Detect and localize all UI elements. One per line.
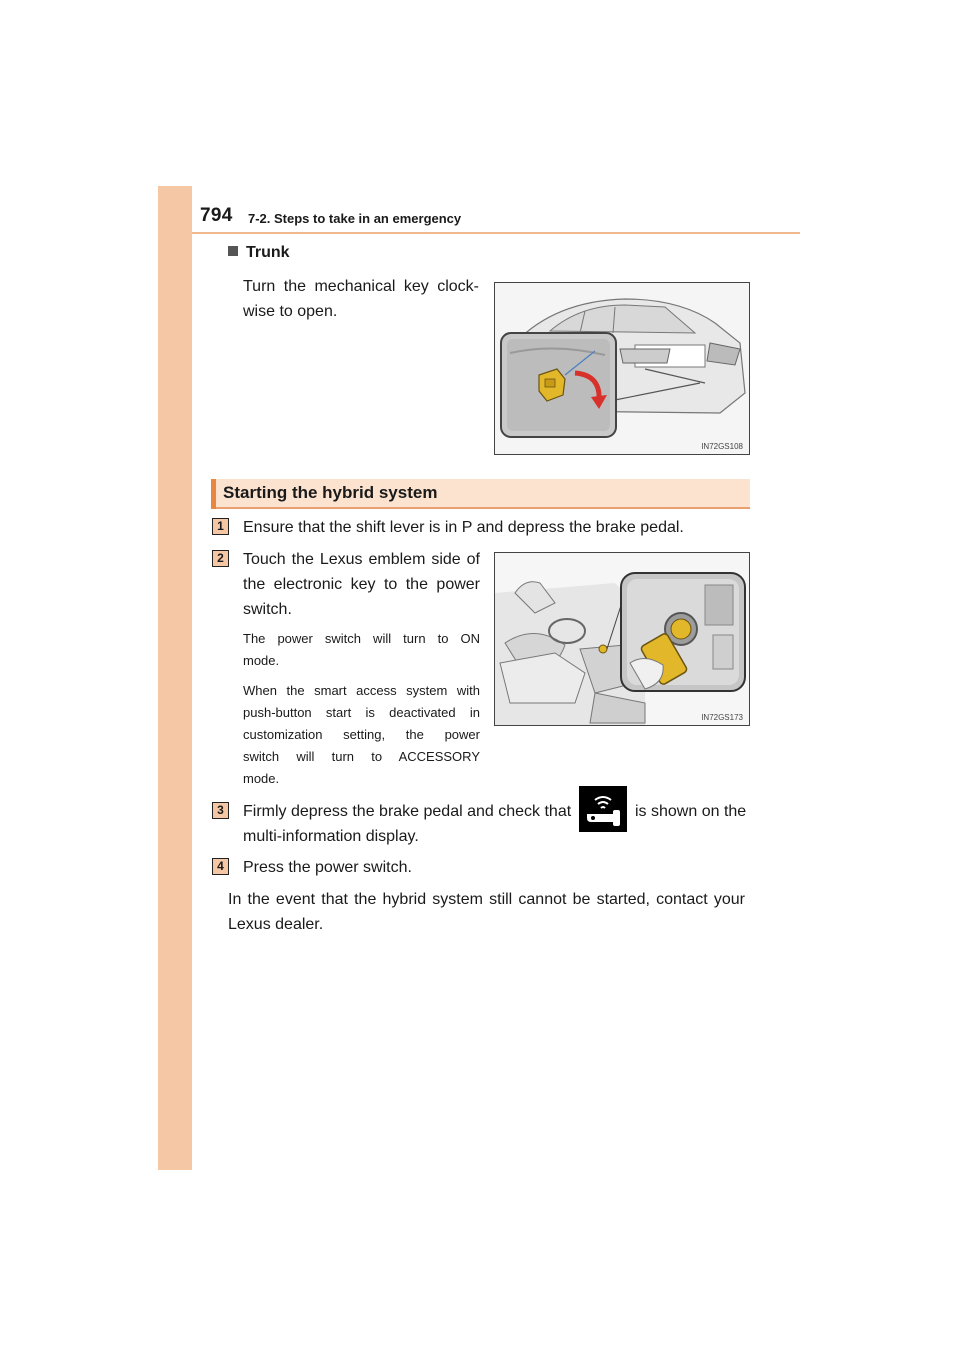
step-3-text-after: is shown on the xyxy=(635,803,747,820)
page-number: 794 xyxy=(200,205,233,226)
side-tab-band xyxy=(158,186,192,1170)
section-title: 7-2. Steps to take in an emergency xyxy=(248,211,462,226)
step-2-note-2: When the smart access system with push-button start is deactivated in customization setting, the power switch will turn to ACCESSORY mode. xyxy=(243,683,480,786)
step-number-2: 2 xyxy=(212,550,229,567)
step-number-1: 1 xyxy=(212,518,229,535)
power-switch-figure-code: IN72GS173 xyxy=(701,713,743,722)
square-bullet-icon xyxy=(228,246,238,256)
step-3-text-before: Firmly depress the brake pedal and check that xyxy=(243,803,572,820)
step-2-text: Touch the Lexus emblem side of the electronic key to the power switch. xyxy=(243,551,480,618)
header-rule xyxy=(192,232,800,234)
step-4-text: Press the power switch. xyxy=(243,859,412,876)
step-2-note-1: The power switch will turn to ON mode. xyxy=(243,631,480,668)
heading-accent xyxy=(211,479,216,509)
step-1-text: Ensure that the shift lever is in P and depress the brake pedal. xyxy=(243,519,684,536)
driver-power-switch-illustration xyxy=(495,553,750,726)
trunk-figure-code: IN72GS108 xyxy=(701,442,743,451)
section-heading-bar xyxy=(211,479,750,509)
power-switch-figure xyxy=(494,552,750,726)
car-rear-illustration xyxy=(495,283,750,455)
step-number-3: 3 xyxy=(212,802,229,819)
section-heading: Starting the hybrid system xyxy=(223,483,438,502)
trunk-heading: Trunk xyxy=(228,244,290,262)
step-3-text-line2: multi-information display. xyxy=(243,828,419,845)
closing-note: In the event that the hybrid system still cannot be started, contact your Lexus dealer. xyxy=(228,891,745,933)
trunk-instruction: Turn the mechanical key clock- wise to open. xyxy=(243,278,479,320)
trunk-figure xyxy=(494,282,750,455)
key-indicator-icon xyxy=(579,786,627,832)
step-number-4: 4 xyxy=(212,858,229,875)
